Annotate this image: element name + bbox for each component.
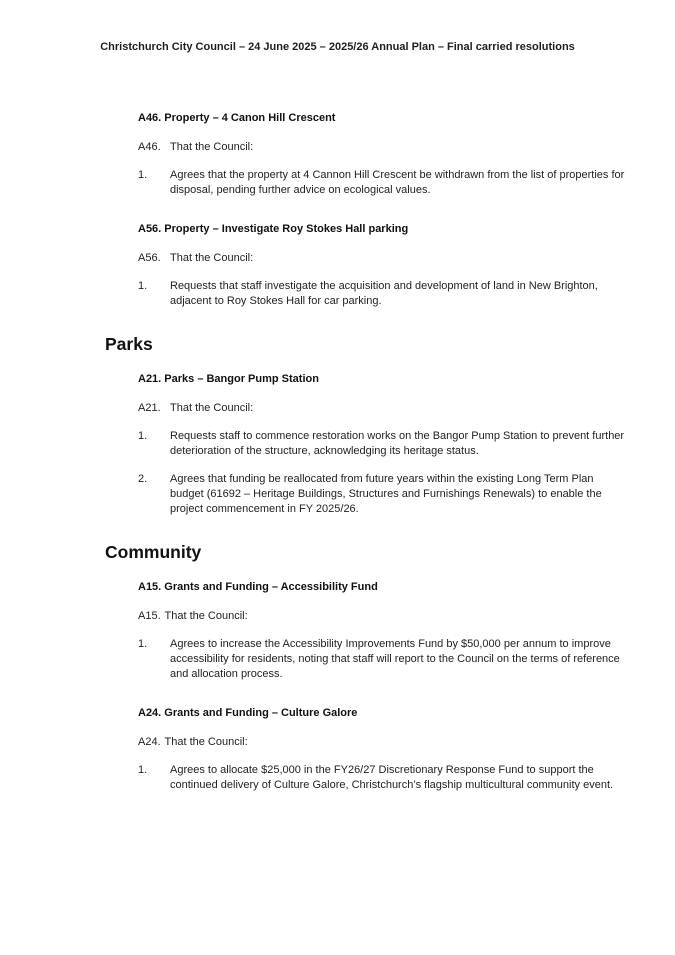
item-number: 1. [138, 638, 148, 650]
subsection-title-a56: A56. Property – Investigate Roy Stokes Hall parking [138, 223, 409, 235]
item-text: Agrees to allocate $25,000 in the FY26/27 Discretionary Response Fund to support the continued delivery of Culture Galore, Christchurch’s flagship multicultural community event. [170, 764, 614, 791]
subsection-a56 [105, 222, 630, 322]
subsection-a24 [105, 706, 630, 806]
clause-label: A15. [138, 610, 161, 622]
subsection-title-a46: A46. Property – 4 Canon Hill Crescent [138, 112, 336, 124]
item-number: 1. [138, 430, 148, 442]
item-text: Agrees to increase the Accessibility Improvements Fund by $50,000 per annum to improve accessibility for residents, noting that staff will report to the Council on the terms of reference and allocation process. [170, 638, 620, 680]
subsection-a46 [105, 111, 630, 211]
lead-line-a15 [138, 609, 630, 624]
item-text: Agrees that funding be reallocated from future years within the existing Long Term Plan budget (61692 – Heritage Buildings, Structures and Furnishings Renewals) to enable the project commencement in FY 2025/26. [170, 473, 602, 515]
item-text: Requests staff to commence restoration works on the Bangor Pump Station to prevent further deterioration of the structure, acknowledging its heritage status. [170, 430, 625, 457]
resolution-item [138, 472, 630, 517]
section-heading-community: Community [105, 542, 202, 562]
lead-text: That the Council: [164, 736, 248, 748]
subsection-a15 [105, 580, 630, 695]
section-heading-parks: Parks [105, 334, 153, 354]
item-number: 2. [138, 473, 148, 485]
lead-line-a24 [138, 735, 630, 750]
item-number: 1. [138, 280, 148, 292]
subsection-a21 [105, 372, 630, 530]
resolution-item [138, 429, 630, 459]
lead-line-a21 [138, 401, 630, 416]
resolution-item [138, 637, 630, 682]
resolution-item [138, 168, 630, 198]
item-number: 1. [138, 764, 148, 776]
clause-label: A24. [138, 736, 161, 748]
clause-label: A46. [138, 141, 161, 153]
lead-text: That the Council: [164, 610, 248, 622]
resolution-item [138, 763, 630, 793]
section-community [105, 541, 630, 817]
subsection-title-a24: A24. Grants and Funding – Culture Galore [138, 707, 358, 719]
item-number: 1. [138, 169, 148, 181]
document-title: Christchurch City Council – 24 June 2025 – 2025/26 Annual Plan – Final carried resolutions [100, 41, 575, 53]
clause-label: A56. [138, 252, 161, 264]
document-body [0, 55, 675, 817]
lead-line-a56 [138, 251, 630, 266]
resolution-item [138, 279, 630, 309]
lead-text: That the Council: [170, 252, 254, 264]
lead-text: That the Council: [170, 402, 254, 414]
clause-label: A21. [138, 402, 161, 414]
subsection-title-a21: A21. Parks – Bangor Pump Station [138, 373, 319, 385]
section-property [105, 111, 630, 333]
subsection-title-a15: A15. Grants and Funding – Accessibility Fund [138, 581, 378, 593]
section-parks [105, 333, 630, 541]
item-text: Requests that staff investigate the acquisition and development of land in New Brighton, adjacent to Roy Stokes Hall for car parking. [170, 280, 598, 307]
document-header [0, 0, 675, 55]
lead-line-a46 [138, 140, 630, 155]
item-text: Agrees that the property at 4 Cannon Hill Crescent be withdrawn from the list of properties for disposal, pending further advice on ecological values. [170, 169, 625, 196]
lead-text: That the Council: [170, 141, 254, 153]
